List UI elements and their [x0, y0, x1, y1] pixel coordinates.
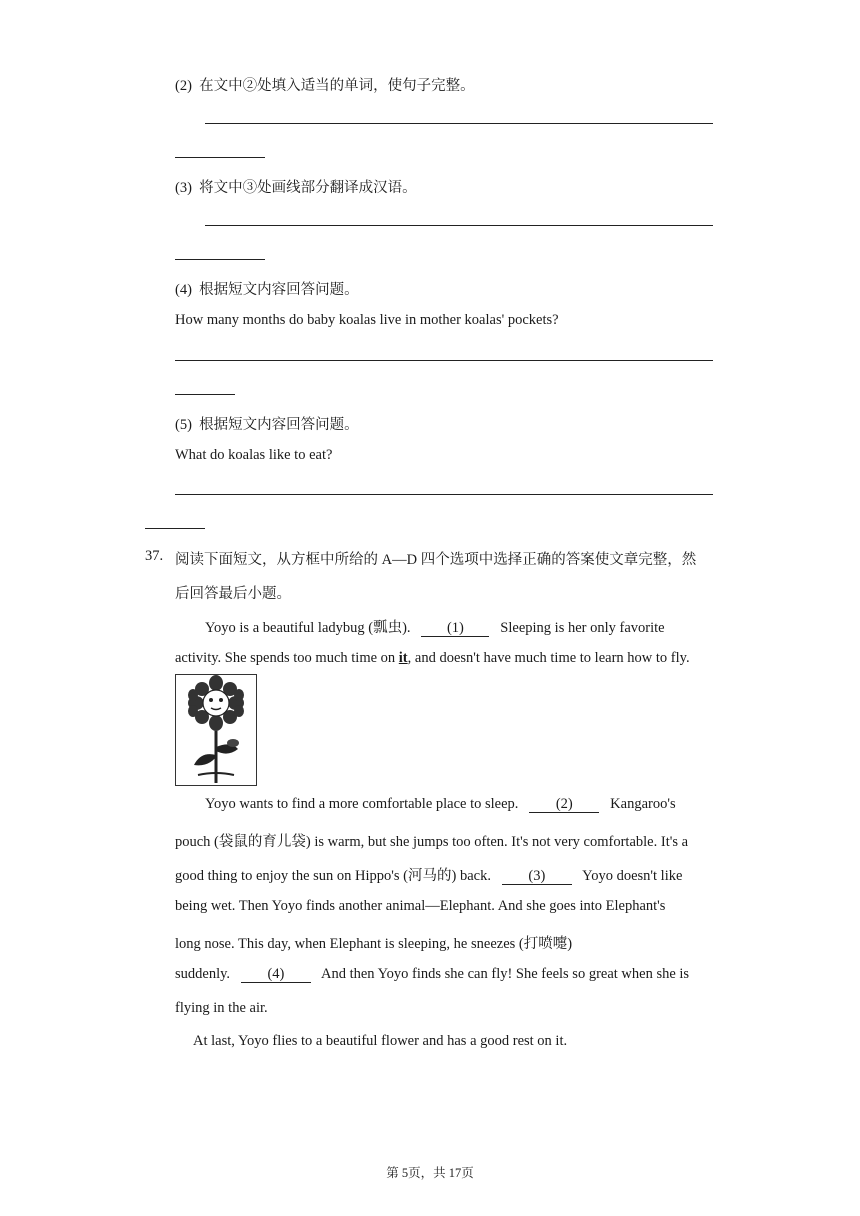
passage-text: suddenly. [175, 966, 231, 982]
passage-line [205, 796, 676, 813]
blank-2[interactable]: (2) [529, 797, 599, 813]
underlined-word-it: it [398, 650, 408, 666]
page-footer: 第 5页，共 17页 [386, 1166, 474, 1180]
question-text: 在文中②处填入适当的单词，使句子完整。 [199, 78, 475, 94]
passage-text: , and doesn't have much time to learn how to fly. [407, 650, 690, 666]
question-37-number: 37. [145, 548, 164, 564]
passage-text: Sleeping is her only favorite [500, 620, 665, 636]
question-2 [175, 74, 475, 95]
question-number: (5) [175, 417, 192, 433]
passage-line: being wet. Then Yoyo finds another animal—Elephant. And she goes into Elephant's [175, 898, 666, 914]
passage-text: good thing to enjoy the sun on Hippo's (河马的) back. [175, 868, 491, 884]
question-37-instruction: 阅读下面短文，从方框中所给的 A—D 四个选项中选择正确的答案使文章完整，然 [175, 552, 697, 568]
passage-line: At last, Yoyo flies to a beautiful flower and has a good rest on it. [193, 1033, 568, 1049]
passage-text: Yoyo wants to find a more comfortable place to sleep. [205, 796, 519, 812]
passage-text: Kangaroo's [610, 796, 676, 812]
answer-line[interactable] [175, 360, 713, 361]
passage-line: flying in the air. [175, 1000, 268, 1016]
question-5-prompt: What do koalas like to eat? [175, 447, 333, 463]
passage-text: Yoyo is a beautiful ladybug (瓢虫). [205, 620, 411, 636]
passage-line: pouch (袋鼠的育儿袋) is warm, but she jumps too often. It's not very comfortable. It's a [175, 834, 689, 850]
passage-line [175, 864, 682, 885]
question-4-prompt: How many months do baby koalas live in mother koalas' pockets? [175, 312, 559, 328]
question-number: (3) [175, 180, 192, 196]
question-text: 根据短文内容回答问题。 [199, 417, 359, 433]
passage-text: activity. She spends too much time on [175, 650, 396, 666]
question-number: (4) [175, 282, 192, 298]
blank-4[interactable]: (4) [241, 967, 311, 983]
passage-line [175, 650, 690, 667]
passage-line [175, 966, 689, 983]
passage-text: Yoyo doesn't like [582, 868, 683, 884]
answer-line[interactable] [145, 528, 205, 529]
passage-text: And then Yoyo finds she can fly! She feels so great when she is [321, 966, 690, 982]
answer-line[interactable] [175, 494, 713, 495]
question-5 [175, 413, 359, 434]
passage-line [205, 616, 665, 637]
flower-icon [176, 675, 256, 785]
question-4 [175, 278, 359, 299]
answer-line[interactable] [175, 157, 265, 158]
question-3 [175, 176, 417, 197]
answer-line[interactable] [175, 259, 265, 260]
blank-3[interactable]: (3) [502, 869, 572, 885]
answer-line[interactable] [175, 394, 235, 395]
question-text: 根据短文内容回答问题。 [199, 282, 359, 298]
question-text: 将文中③处画线部分翻译成汉语。 [199, 180, 417, 196]
answer-line[interactable] [205, 123, 713, 124]
passage-line: long nose. This day, when Elephant is sleeping, he sneezes (打喷嚏) [175, 936, 573, 952]
flower-illustration [175, 674, 257, 786]
question-number: (2) [175, 78, 192, 94]
blank-1[interactable]: (1) [421, 621, 489, 637]
answer-line[interactable] [205, 225, 713, 226]
question-37-instruction-cont: 后回答最后小题。 [175, 586, 291, 602]
